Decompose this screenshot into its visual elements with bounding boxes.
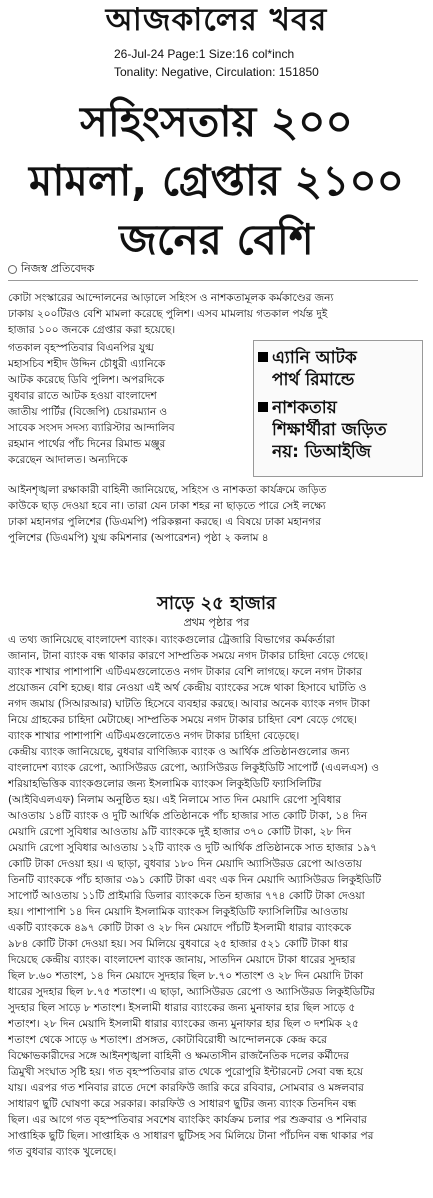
section-body-line: দিয়েছে কেন্দ্রীয় ব্যাংক। বাংলাদেশ ব্যাংক জানায়, সাতদিন মেয়াদে টাকা ধারের সুদহার — [8, 954, 356, 966]
lead-line: ঢাকায় ২০০টিরও বেশি মামলা করেছে পুলিশ। এসব মামলায় গতকাল পর্যন্ত দুই — [8, 308, 328, 320]
headline — [0, 92, 433, 269]
section-body-line: নিয়ে গ্রাহকের চাহিদা মেটাচ্ছে। সাম্প্রতিক সময়ে নগদ টাকার চাহিদা বেশ বেড়ে গেছে। — [8, 714, 357, 726]
section-body-line: হয়। পাশাপাশি ১৪ দিন মেয়াদি ইসলামিক ব্যাংকস লিকুইডিটি ফ্যাসিলিটির আওতায় — [8, 906, 348, 918]
section-body-line: বাংলাদেশ ব্যাংক রেপো, অ্যাসিউরড রেপো, অ্যাসিউরড লিকুইডিটি সাপোর্ট (এএলএস) ও — [8, 762, 380, 774]
section-subtitle: প্রথম পৃষ্ঠার পর — [183, 616, 250, 629]
section-body-line: মেয়াদি রেপো সুবিধার আওতায় ১২টি ব্যাংক ও দুটি আর্থিক প্রতিষ্ঠানকে সাত হাজার ১৯৭ — [8, 842, 377, 854]
body-line: সাবেক সংসদ সদস্য ব্যারিস্টার আন্দালিব — [8, 422, 175, 434]
section-body-line: আওতায় ১৪টি ব্যাংক ও দুটি আর্থিক প্রতিষ্ঠানকে পাঁচ হাজার সাত কোটি টাকা, ১৪ দিন — [8, 810, 368, 822]
clipping-meta-tonality: Tonality: Negative, Circulation: 151850 — [114, 65, 319, 79]
body-line: বুধবার রাতে আটক হওয়া বাংলাদেশ — [8, 390, 157, 402]
byline-divider — [8, 280, 418, 281]
section-body-line: শরিয়াহভিত্তিক ব্যাংকগুলোর জন্য ইসলামিক ব্যাংকস লিকুইডিটি ফ্যাসিলিটির — [8, 778, 322, 790]
lead-line: হাজার ১০০ জনকে গ্রেপ্তার করা হয়েছে। — [8, 324, 176, 336]
headline-line-3: জনের বেশি — [119, 215, 314, 264]
highlight-line: নাশকতায় — [272, 398, 337, 418]
section-body-line: যায়। এরপর গত শনিবার রাতে দেশে কারফিউ জারি করে রবিবার, সোমবার ও মঙ্গলবার — [8, 1082, 364, 1094]
left-column-text — [8, 340, 250, 470]
section-body-line: ধারের সুদহার ছিল ৮.৭৫ শতাংশ। এ ছাড়া, অ্যাসিউরড রেপো ও অ্যাসিউরড লিকুইডিটির — [8, 986, 375, 998]
body-line: কাউকে ছাড় দেওয়া হবে না। তারা যেন ঢাকা শহর না ছাড়তে পারে সেই লক্ষ্যে — [8, 500, 326, 512]
section-body-line: গত বুধবার ব্যাংক খুলেছে। — [8, 1146, 117, 1158]
highlight-line: নয়: ডিআইজি — [272, 442, 371, 462]
section-body-line: সাধারণ ছুটি ঘোষণা করে সরকার। কারফিউ ও সাধারণ ছুটির জন্য ব্যাংক তিনদিন বন্ধ — [8, 1098, 357, 1110]
section-body-line: ব্যাংক শাখার পাশাপাশি এটিএমগুলোতেও নগদ টাকার বেশি লাগছে। ফলে নগদ টাকার — [8, 666, 363, 678]
section-body-line: মেয়াদি রেপো সুবিধার আওতায় ৯টি ব্যাংককে দুই হাজার ৩৭০ কোটি টাকা, ২৮ দিন — [8, 826, 352, 838]
highlight-item — [254, 397, 422, 463]
section-body-line: ব্যাংক শাখার পাশাপাশি এটিএমগুলোতেও নগদ টাকার চাহিদা বেড়েছে। — [8, 730, 300, 742]
highlight-box — [253, 340, 423, 477]
section-body-line: প্রয়োজন বেশি হচ্ছে। ধার নেওয়া এই অর্থ কেন্দ্রীয় ব্যাংকের সঙ্গে থাকা হিসাবে ঘাটতি ও — [8, 682, 367, 694]
section-body-line: জানান, টানা ব্যাংক বন্ধ থাকার কারণে সাম্প্রতিক সময়ে নগদ টাকার চাহিদা বেড়ে গেছে। — [8, 650, 369, 662]
highlight-line: পার্থ রিমান্ডে — [272, 370, 355, 390]
body-line: জাতীয় পার্টির (বিজেপি) চেয়ারম্যান ও — [8, 406, 168, 418]
byline — [8, 262, 208, 276]
byline-text: নিজস্ব প্রতিবেদক — [21, 262, 95, 275]
square-bullet-icon — [258, 402, 268, 412]
body-line: আটক করেছে ডিবি পুলিশ। অপরদিকে — [8, 374, 165, 386]
section-body-line: কেন্দ্রীয় ব্যাংক জানিয়েছে, বুধবার বাণিজ্যিক ব্যাংক ও আর্থিক প্রতিষ্ঠানগুলোর জন্য — [8, 746, 350, 758]
section-body-line: শতাংশ। ২৮ দিন মেয়াদি ইসলামী ধারার ব্যাংকের জন্য মুনাফার হার ছিল ৩ দশমিক ২৫ — [8, 1018, 359, 1030]
section-body — [8, 632, 420, 1192]
continuation-paragraph — [8, 482, 420, 548]
section-body-line: শতাংশ থেকে সাড়ে ৬ শতাংশ। প্রসঙ্গত, কোটাবিরোধী আন্দোলনকে কেন্দ্র করে — [8, 1034, 327, 1046]
section-body-line: তিনটি ব্যাংককে পাঁচ হাজার ৩৯১ কোটি টাকা এবং এক দিন মেয়াদি অ্যাসিউরড লিকুইডিটি — [8, 874, 382, 886]
section-body-line: ছিল। এর আগে গত বৃহস্পতিবার সবশেষ ব্যাংকিং কার্যক্রম চলার পর শুক্রবার ও শনিবার — [8, 1114, 367, 1126]
body-line: পুলিশের (ডিএমপি) যুগ্ম কমিশনার (অপারেশন) পৃষ্ঠা ২ কলাম ৪ — [8, 532, 269, 544]
headline-line-1: সহিংসতায় ২০০ — [80, 97, 353, 146]
section-body-line: এ তথ্য জানিয়েছে বাংলাদেশ ব্যাংক। ব্যাংকগুলোর ট্রেজারি বিভাগের কর্মকর্তারা — [8, 634, 335, 646]
section-body-line: বিক্ষোভকারীদের সঙ্গে আইনশৃঙ্খলা বাহিনী ও ক্ষমতাসীন রাজনৈতিক দলের কর্মীদের — [8, 1050, 349, 1062]
body-line: ঢাকা মহানগর পুলিশের (ডিএমপি) পরিকল্পনা করছে। এ বিষয়ে ঢাকা মহানগর — [8, 516, 322, 528]
body-line: মহাসচিব শহীদ উদ্দিন চৌধুরী এ্যানিকে — [8, 358, 166, 370]
section-body-line: সাপোর্ট আওতায় ১১টি প্রাইমারি ডিলার ব্যাংককে তিন হাজার ৭৭৪ কোটি টাকা দেওয়া — [8, 890, 365, 902]
body-line: গতকাল বৃহস্পতিবার বিএনপির যুগ্ম — [8, 342, 154, 354]
lead-line: কোটা সংস্কারের আন্দোলনের আড়ালে সহিংস ও নাশকতামূলক কর্মকাণ্ডের জন্য — [8, 292, 334, 304]
newspaper-masthead: আজকালের খবর — [105, 2, 328, 38]
body-line: করেছেন আদালত। অন্যদিকে — [8, 454, 128, 466]
section-body-line: ৯৮৪ কোটি টাকা দেওয়া হয়। সব মিলিয়ে বুধবারে ২৫ হাজার ৫২১ কোটি টাকা ধার — [8, 938, 349, 950]
highlight-line: এ্যানি আটক — [272, 348, 357, 368]
body-line: রহমান পার্থের পাঁচ দিনের রিমান্ড মঞ্জুর — [8, 438, 166, 450]
section-body-line: নগদ জমায় (সিআরআর) ঘাটতি হিসেবে ব্যবহার করছে। আবার অনেক ব্যাংক নগদ টাকা — [8, 698, 370, 710]
section-body-line: সুদহার ছিল সাড়ে ৮ শতাংশ। ইসলামী ধারার ব্যাংকের জন্য মুনাফার হার ছিল সাড়ে ৫ — [8, 1002, 356, 1014]
section-body-line: সাপ্তাহিক ছুটি ছিল। সাপ্তাহিক ও সাধারণ ছুটিসহ সব মিলিয়ে টানা পাঁচদিন বন্ধ থাকার পর — [8, 1130, 374, 1142]
section-body-line: একটি ব্যাংককে ৪৯৭ কোটি টাকা ও ২৮ দিন মেয়াদে পাঁচটি ইসলামী ধারার ব্যাংককে — [8, 922, 352, 934]
body-line: আইনশৃঙ্খলা রক্ষাকারী বাহিনী জানিয়েছে, সহিংস ও নাশকতা কার্যক্রমে জড়িত — [8, 484, 327, 496]
section-title: সাড়ে ২৫ হাজার — [156, 593, 276, 614]
lead-paragraph — [8, 290, 420, 340]
section-body-line: (আইবিএলএফ) নিলাম অনুষ্ঠিত হয়। এই নিলামে সাত দিন মেয়াদি রেপো সুবিধার — [8, 794, 342, 806]
section-body-line: কোটি টাকা দেওয়া হয়। এ ছাড়া, বুধবার ১৮০ দিন মেয়াদি অ্যাসিউরড রেপো আওতায় — [8, 858, 362, 870]
headline-line-2: মামলা, গ্রেপ্তার ২১০০ — [29, 156, 404, 205]
square-bullet-icon — [258, 352, 268, 362]
section-body-line: ছিল ৮.৬০ শতাংশ, ১৪ দিন মেয়াদে সুদহার ছিল ৮.৭০ শতাংশ ও ২৮ দিন মেয়াদি টাকা — [8, 970, 364, 982]
highlight-line: শিক্ষার্থীরা জড়িত — [272, 420, 387, 440]
highlight-item — [254, 347, 422, 391]
byline-bullet-icon — [8, 265, 17, 274]
section-body-line: ত্রিমুখী সংঘাত সৃষ্টি হয়। গত বৃহস্পতিবার রাত থেকে পুরোপুরি ইন্টারনেট সেবা বন্ধ হয়ে — [8, 1066, 364, 1078]
clipping-meta-date: 26-Jul-24 Page:1 Size:16 col*inch — [114, 47, 295, 61]
